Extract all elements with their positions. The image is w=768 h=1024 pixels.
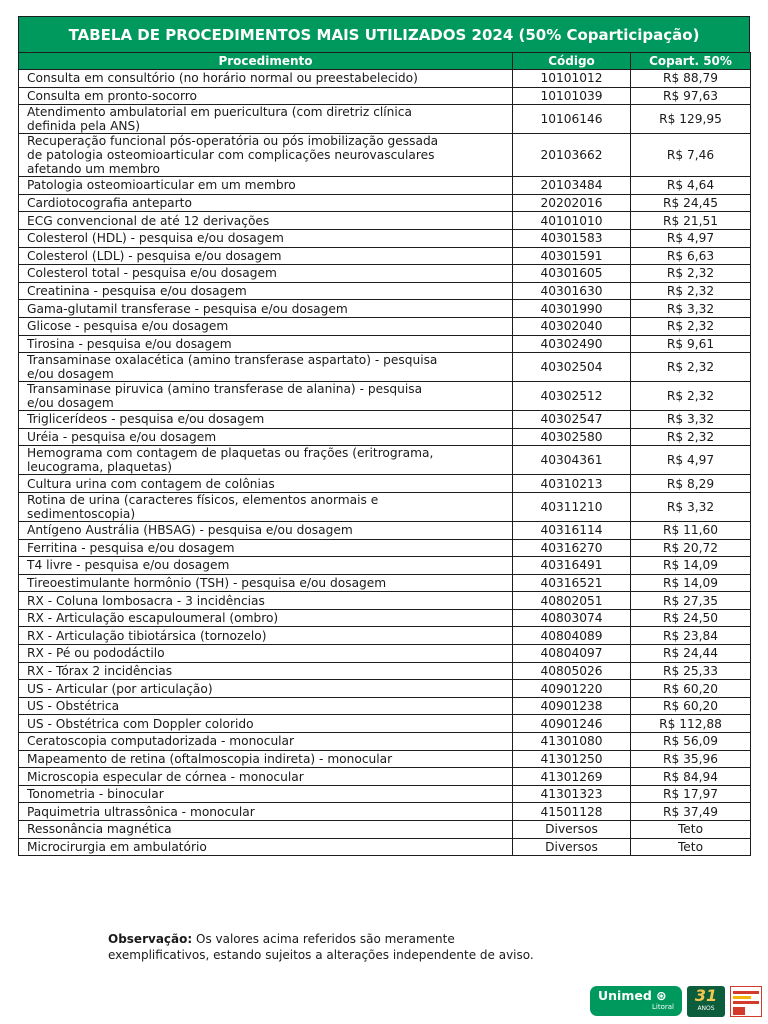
table-row — [19, 212, 751, 230]
table-row — [19, 105, 751, 134]
code-cell: 40301605 — [513, 265, 631, 283]
code-cell: 40901220 — [513, 680, 631, 698]
table-row — [19, 446, 751, 475]
table-row — [19, 428, 751, 446]
procedure-cell: US - Obstétrica — [19, 697, 513, 715]
column-header-copart: Copart. 50% — [631, 53, 751, 70]
price-cell: R$ 23,84 — [631, 627, 751, 645]
procedure-cell: Glicose - pesquisa e/ou dosagem — [19, 317, 513, 335]
procedure-cell: Recuperação funcional pós-operatória ou pós imobilização gessada de patologia osteomioarticular com complicações neurovasculares afetando um membro — [19, 134, 513, 177]
procedure-cell: Tonometria - binocular — [19, 785, 513, 803]
table-row — [19, 411, 751, 429]
procedure-cell: Cultura urina com contagem de colônias — [19, 475, 513, 493]
code-cell: 40302490 — [513, 335, 631, 353]
code-cell: 40301630 — [513, 282, 631, 300]
table-row — [19, 838, 751, 856]
procedure-cell: Patologia osteomioarticular em um membro — [19, 177, 513, 195]
code-cell: 20103662 — [513, 134, 631, 177]
brand-subtitle: Litoral — [652, 1003, 674, 1011]
tree-icon: ⊛ — [656, 988, 667, 1003]
procedure-cell: Tirosina - pesquisa e/ou dosagem — [19, 335, 513, 353]
table-row — [19, 750, 751, 768]
price-cell: R$ 60,20 — [631, 680, 751, 698]
price-cell: R$ 14,09 — [631, 574, 751, 592]
procedure-cell: RX - Coluna lombosacra - 3 incidências — [19, 592, 513, 610]
table-row — [19, 492, 751, 521]
procedure-cell: T4 livre - pesquisa e/ou dosagem — [19, 557, 513, 575]
code-cell: 40301990 — [513, 300, 631, 318]
price-cell: R$ 11,60 — [631, 521, 751, 539]
code-cell: 40302512 — [513, 382, 631, 411]
column-header-code: Código — [513, 53, 631, 70]
table-row — [19, 539, 751, 557]
price-cell: R$ 17,97 — [631, 785, 751, 803]
table-row — [19, 592, 751, 610]
code-cell: 40302504 — [513, 353, 631, 382]
code-cell: 10106146 — [513, 105, 631, 134]
code-cell: 40316270 — [513, 539, 631, 557]
column-header-procedure: Procedimento — [19, 53, 513, 70]
code-cell: 40901246 — [513, 715, 631, 733]
table-row — [19, 662, 751, 680]
code-cell: 40311210 — [513, 492, 631, 521]
procedure-cell: Cardiotocografia anteparto — [19, 194, 513, 212]
procedure-cell: Colesterol total - pesquisa e/ou dosagem — [19, 265, 513, 283]
table-row — [19, 265, 751, 283]
price-cell: R$ 8,29 — [631, 475, 751, 493]
code-cell: 10101012 — [513, 70, 631, 88]
procedure-cell: Rotina de urina (caracteres físicos, elementos anormais e sedimentoscopia) — [19, 492, 513, 521]
price-cell: R$ 4,64 — [631, 177, 751, 195]
price-cell: R$ 56,09 — [631, 733, 751, 751]
code-cell: 40804089 — [513, 627, 631, 645]
code-cell: 41301323 — [513, 785, 631, 803]
price-cell: R$ 24,45 — [631, 194, 751, 212]
price-cell: R$ 129,95 — [631, 105, 751, 134]
price-cell: R$ 21,51 — [631, 212, 751, 230]
code-cell: 41301269 — [513, 768, 631, 786]
procedure-cell: Ressonância magnética — [19, 821, 513, 839]
price-cell: R$ 84,94 — [631, 768, 751, 786]
procedure-cell: Creatinina - pesquisa e/ou dosagem — [19, 282, 513, 300]
table-row — [19, 521, 751, 539]
anniversary-number: 31 — [694, 986, 718, 1005]
code-cell: 20202016 — [513, 194, 631, 212]
procedure-cell: ECG convencional de até 12 derivações — [19, 212, 513, 230]
procedure-cell: Mapeamento de retina (oftalmoscopia indireta) - monocular — [19, 750, 513, 768]
price-cell: R$ 97,63 — [631, 87, 751, 105]
price-cell: R$ 112,88 — [631, 715, 751, 733]
code-cell: 40310213 — [513, 475, 631, 493]
procedure-cell: RX - Tórax 2 incidências — [19, 662, 513, 680]
brand-text: Unimed — [598, 988, 652, 1003]
price-cell: Teto — [631, 821, 751, 839]
procedure-cell: Tireoestimulante hormônio (TSH) - pesquisa e/ou dosagem — [19, 574, 513, 592]
code-cell: 40301583 — [513, 229, 631, 247]
table-row — [19, 645, 751, 663]
procedure-cell: Transaminase oxalacética (amino transferase aspartato) - pesquisa e/ou dosagem — [19, 353, 513, 382]
price-cell: R$ 6,63 — [631, 247, 751, 265]
price-cell: R$ 4,97 — [631, 446, 751, 475]
observation-note — [108, 931, 548, 963]
table-row — [19, 609, 751, 627]
price-cell: R$ 27,35 — [631, 592, 751, 610]
code-cell: 40316491 — [513, 557, 631, 575]
table-row — [19, 715, 751, 733]
price-cell: R$ 7,46 — [631, 134, 751, 177]
code-cell: 40804097 — [513, 645, 631, 663]
table-row — [19, 229, 751, 247]
table-row — [19, 733, 751, 751]
procedure-cell: Gama-glutamil transferase - pesquisa e/ou dosagem — [19, 300, 513, 318]
observation-label: Observação: — [108, 932, 193, 946]
table-row — [19, 680, 751, 698]
table-row — [19, 134, 751, 177]
procedure-cell: Ferritina - pesquisa e/ou dosagem — [19, 539, 513, 557]
table-row — [19, 382, 751, 411]
table-row — [19, 335, 751, 353]
table-row — [19, 247, 751, 265]
table-row — [19, 87, 751, 105]
code-cell: 40101010 — [513, 212, 631, 230]
table-row — [19, 282, 751, 300]
price-cell: R$ 37,49 — [631, 803, 751, 821]
code-cell: 40901238 — [513, 697, 631, 715]
code-cell: 40316114 — [513, 521, 631, 539]
table-row — [19, 300, 751, 318]
table-row — [19, 177, 751, 195]
procedure-cell: RX - Articulação tibiotársica (tornozelo) — [19, 627, 513, 645]
procedure-cell: Microscopia especular de córnea - monocular — [19, 768, 513, 786]
procedure-cell: Hemograma com contagem de plaquetas ou frações (eritrograma, leucograma, plaquetas) — [19, 446, 513, 475]
procedure-cell: US - Obstétrica com Doppler colorido — [19, 715, 513, 733]
price-cell: R$ 25,33 — [631, 662, 751, 680]
code-cell: 40304361 — [513, 446, 631, 475]
price-cell: R$ 88,79 — [631, 70, 751, 88]
table-row — [19, 475, 751, 493]
price-cell: R$ 4,97 — [631, 229, 751, 247]
table-row — [19, 557, 751, 575]
unimed-logo — [590, 986, 682, 1016]
code-cell: 40805026 — [513, 662, 631, 680]
code-cell: 40301591 — [513, 247, 631, 265]
procedure-cell: RX - Articulação escapuloumeral (ombro) — [19, 609, 513, 627]
price-cell: R$ 35,96 — [631, 750, 751, 768]
anniversary-badge — [687, 986, 725, 1017]
table-row — [19, 194, 751, 212]
procedure-cell: Triglicerídeos - pesquisa e/ou dosagem — [19, 411, 513, 429]
procedure-cell: US - Articular (por articulação) — [19, 680, 513, 698]
code-cell: 41301080 — [513, 733, 631, 751]
price-cell: R$ 14,09 — [631, 557, 751, 575]
price-cell: R$ 2,32 — [631, 353, 751, 382]
code-cell: 40302040 — [513, 317, 631, 335]
certification-badge-icon — [730, 986, 762, 1017]
procedure-cell: Consulta em pronto-socorro — [19, 87, 513, 105]
unimed-brand — [598, 989, 674, 1003]
procedure-cell: Paquimetria ultrassônica - monocular — [19, 803, 513, 821]
table-row — [19, 353, 751, 382]
price-cell: R$ 2,32 — [631, 282, 751, 300]
price-cell: R$ 20,72 — [631, 539, 751, 557]
code-cell: 40302547 — [513, 411, 631, 429]
procedures-table — [18, 52, 751, 856]
table-header-row — [19, 53, 751, 70]
price-cell: R$ 2,32 — [631, 382, 751, 411]
procedure-cell: Atendimento ambulatorial em puericultura (com diretriz clínica definida pela ANS) — [19, 105, 513, 134]
procedure-cell: Colesterol (LDL) - pesquisa e/ou dosagem — [19, 247, 513, 265]
code-cell: 40316521 — [513, 574, 631, 592]
price-cell: R$ 3,32 — [631, 492, 751, 521]
code-cell: Diversos — [513, 838, 631, 856]
procedure-cell: Antígeno Austrália (HBSAG) - pesquisa e/ou dosagem — [19, 521, 513, 539]
price-cell: R$ 3,32 — [631, 411, 751, 429]
price-cell: R$ 3,32 — [631, 300, 751, 318]
code-cell: 40803074 — [513, 609, 631, 627]
procedure-cell: Consulta em consultório (no horário normal ou preestabelecido) — [19, 70, 513, 88]
procedure-cell: Colesterol (HDL) - pesquisa e/ou dosagem — [19, 229, 513, 247]
table-row — [19, 317, 751, 335]
procedure-cell: Uréia - pesquisa e/ou dosagem — [19, 428, 513, 446]
code-cell: 41501128 — [513, 803, 631, 821]
table-row — [19, 768, 751, 786]
table-row — [19, 697, 751, 715]
table-row — [19, 785, 751, 803]
code-cell: 40802051 — [513, 592, 631, 610]
code-cell: 10101039 — [513, 87, 631, 105]
code-cell: 40302580 — [513, 428, 631, 446]
procedure-cell: Microcirurgia em ambulatório — [19, 838, 513, 856]
code-cell: Diversos — [513, 821, 631, 839]
price-cell: R$ 2,32 — [631, 317, 751, 335]
table-row — [19, 70, 751, 88]
observation-text: Os valores acima referidos são meramente exemplificativos, estando sujeitos a alterações independente de aviso. — [108, 932, 534, 962]
price-cell: R$ 9,61 — [631, 335, 751, 353]
price-cell: R$ 2,32 — [631, 265, 751, 283]
table-row — [19, 803, 751, 821]
code-cell: 20103484 — [513, 177, 631, 195]
table-row — [19, 574, 751, 592]
price-cell: R$ 24,50 — [631, 609, 751, 627]
price-cell: Teto — [631, 838, 751, 856]
table-title: TABELA DE PROCEDIMENTOS MAIS UTILIZADOS 2024 (50% Coparticipação) — [18, 16, 750, 52]
procedure-cell: Ceratoscopia computadorizada - monocular — [19, 733, 513, 751]
price-cell: R$ 60,20 — [631, 697, 751, 715]
procedure-cell: Transaminase piruvica (amino transferase de alanina) - pesquisa e/ou dosagem — [19, 382, 513, 411]
anniversary-text: ANOS — [697, 1005, 715, 1012]
price-cell: R$ 24,44 — [631, 645, 751, 663]
table-row — [19, 627, 751, 645]
procedure-cell: RX - Pé ou pododáctilo — [19, 645, 513, 663]
price-cell: R$ 2,32 — [631, 428, 751, 446]
table-row — [19, 821, 751, 839]
code-cell: 41301250 — [513, 750, 631, 768]
